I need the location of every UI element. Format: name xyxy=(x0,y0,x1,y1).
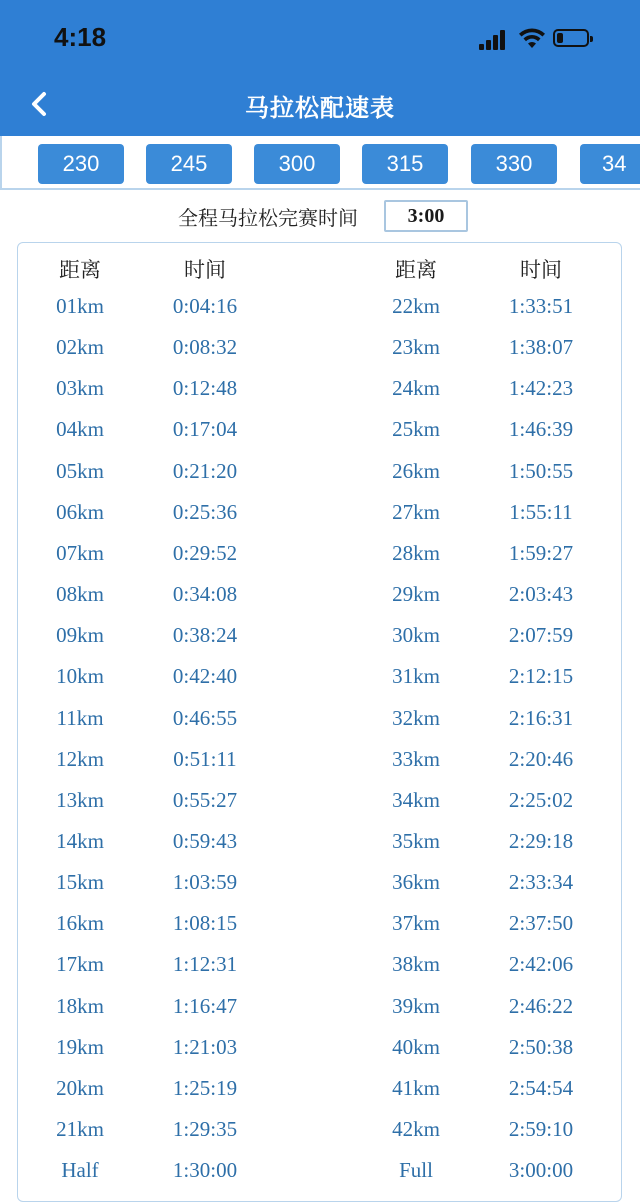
right-distance-cell: 22km xyxy=(392,294,440,318)
right-time-cell: 1:42:23 xyxy=(508,376,574,401)
left-distance-cell: 02km xyxy=(56,335,104,360)
right-time-cell: 1:59:27 xyxy=(508,540,574,565)
right-distance-cell: 25km xyxy=(392,417,440,442)
right-time-cell: 1:33:51 xyxy=(508,294,574,318)
left-time-cell: 0:04:16 xyxy=(172,294,238,318)
right-time-cell: 2:12:15 xyxy=(508,664,574,689)
right-distance-cell: 28km xyxy=(392,540,440,565)
right-distance-cell: 34km xyxy=(392,787,440,812)
right-distance-cell: 33km xyxy=(392,746,440,771)
left-distance-cell: 17km xyxy=(56,952,104,977)
left-distance-cell: 14km xyxy=(56,828,104,853)
right-time-cell: 1:55:11 xyxy=(509,499,573,524)
right-distance-cell: 35km xyxy=(392,828,440,853)
left-time-cell: 1:29:35 xyxy=(172,1117,238,1141)
left-distance-cell: 21km xyxy=(56,1117,104,1141)
right-time-cell: 2:42:06 xyxy=(508,952,574,977)
left-distance-cell: Half xyxy=(61,1158,99,1183)
left-distance-cell: 06km xyxy=(56,499,104,524)
right-time-cell: 2:37:50 xyxy=(508,911,574,936)
left-distance-cell: 03km xyxy=(56,376,104,401)
left-time-cell: 0:38:24 xyxy=(172,623,238,648)
pace-tab[interactable]: 230 xyxy=(38,144,124,184)
page-title: 马拉松配速表 xyxy=(245,94,395,122)
left-time-cell: 0:08:32 xyxy=(172,335,238,360)
left-distance-cell: 13km xyxy=(56,787,104,812)
left-distance-cell: 05km xyxy=(56,458,104,483)
left-distance-cell: 19km xyxy=(56,1034,104,1059)
right-time-cell: 2:59:10 xyxy=(508,1117,574,1141)
pace-tab[interactable]: 300 xyxy=(254,144,340,184)
right-time-cell: 2:16:31 xyxy=(508,705,574,730)
left-distance-cell: 16km xyxy=(56,911,104,936)
left-distance-cell: 09km xyxy=(56,623,104,648)
right-distance-cell: 36km xyxy=(392,870,440,895)
right-distance-cell: 37km xyxy=(392,911,440,936)
left-time-cell: 1:16:47 xyxy=(172,993,238,1018)
app-header xyxy=(0,0,640,136)
total-time-label: 全程马拉松完赛时间 xyxy=(178,206,358,230)
left-time-cell: 1:08:15 xyxy=(172,911,238,936)
right-distance-cell: 26km xyxy=(392,458,440,483)
left-time-cell: 0:59:43 xyxy=(172,828,238,853)
right-distance-cell: 29km xyxy=(392,582,440,607)
right-time-cell: 2:25:02 xyxy=(508,787,574,812)
left-time-cell: 1:30:00 xyxy=(172,1158,238,1183)
left-distance-cell: 12km xyxy=(56,746,104,771)
left-time-cell: 0:55:27 xyxy=(172,787,238,812)
right-distance-cell: 40km xyxy=(392,1034,440,1059)
left-time-cell: 0:17:04 xyxy=(172,417,238,442)
status-time: 4:18 xyxy=(54,22,107,52)
left-time-cell: 0:29:52 xyxy=(172,540,238,565)
right-distance-cell: 42km xyxy=(392,1117,440,1141)
right-distance-cell: 41km xyxy=(392,1075,440,1100)
right-time-cell: 2:03:43 xyxy=(508,582,574,607)
total-time-input[interactable] xyxy=(384,200,468,232)
pace-tab[interactable]: 34 xyxy=(580,144,640,184)
left-time-cell: 1:21:03 xyxy=(172,1034,238,1059)
right-distance-cell: 24km xyxy=(392,376,440,401)
left-time-cell: 0:46:55 xyxy=(172,705,238,730)
right-distance-cell: 23km xyxy=(392,335,440,360)
signal-icon xyxy=(479,28,509,50)
right-time-cell: 1:50:55 xyxy=(508,458,574,483)
right-time-cell: 2:33:34 xyxy=(508,870,574,895)
left-time-cell: 0:12:48 xyxy=(172,376,238,401)
right-time-cell: 1:46:39 xyxy=(508,417,574,442)
right-distance-cell: 39km xyxy=(392,993,440,1018)
left-distance-cell: 07km xyxy=(56,540,104,565)
left-distance-cell: 08km xyxy=(56,582,104,607)
pace-tab[interactable]: 245 xyxy=(146,144,232,184)
right-time-cell: 2:46:22 xyxy=(508,993,574,1018)
right-distance-cell: 38km xyxy=(392,952,440,977)
left-distance-header: 距离 xyxy=(59,258,101,282)
right-distance-header: 距离 xyxy=(395,258,437,282)
left-distance-cell: 10km xyxy=(56,664,104,689)
right-distance-cell: 32km xyxy=(392,705,440,730)
left-time-cell: 1:03:59 xyxy=(172,870,238,895)
left-distance-cell: 20km xyxy=(56,1075,104,1100)
left-time-cell: 0:42:40 xyxy=(172,664,238,689)
right-time-cell: 2:29:18 xyxy=(508,828,574,853)
right-time-cell: 3:00:00 xyxy=(508,1158,574,1183)
right-time-cell: 2:54:54 xyxy=(508,1075,574,1100)
right-time-cell: 1:38:07 xyxy=(508,335,574,360)
left-time-cell: 1:25:19 xyxy=(172,1075,238,1100)
right-time-cell: 2:20:46 xyxy=(508,746,574,771)
pace-tab-bar xyxy=(0,136,640,190)
left-distance-cell: 01km xyxy=(56,294,104,318)
right-distance-cell: 27km xyxy=(392,499,440,524)
left-time-cell: 0:34:08 xyxy=(172,582,238,607)
left-distance-cell: 18km xyxy=(56,993,104,1018)
left-distance-cell: 11km xyxy=(56,705,104,730)
battery-icon xyxy=(553,29,589,47)
left-distance-cell: 04km xyxy=(56,417,104,442)
right-time-cell: 2:50:38 xyxy=(508,1034,574,1059)
left-time-cell: 0:51:11 xyxy=(173,746,237,771)
right-distance-cell: 31km xyxy=(392,664,440,689)
pace-tab[interactable]: 330 xyxy=(471,144,557,184)
left-time-cell: 0:25:36 xyxy=(172,499,238,524)
left-time-cell: 0:21:20 xyxy=(172,458,238,483)
left-time-cell: 1:12:31 xyxy=(172,952,238,977)
left-time-header: 时间 xyxy=(184,258,226,282)
right-distance-cell: Full xyxy=(399,1158,433,1183)
right-time-header: 时间 xyxy=(520,258,562,282)
right-distance-cell: 30km xyxy=(392,623,440,648)
pace-tab[interactable]: 315 xyxy=(362,144,448,184)
wifi-icon xyxy=(518,26,546,50)
total-time-row xyxy=(0,200,640,234)
right-time-cell: 2:07:59 xyxy=(508,623,574,648)
left-distance-cell: 15km xyxy=(56,870,104,895)
